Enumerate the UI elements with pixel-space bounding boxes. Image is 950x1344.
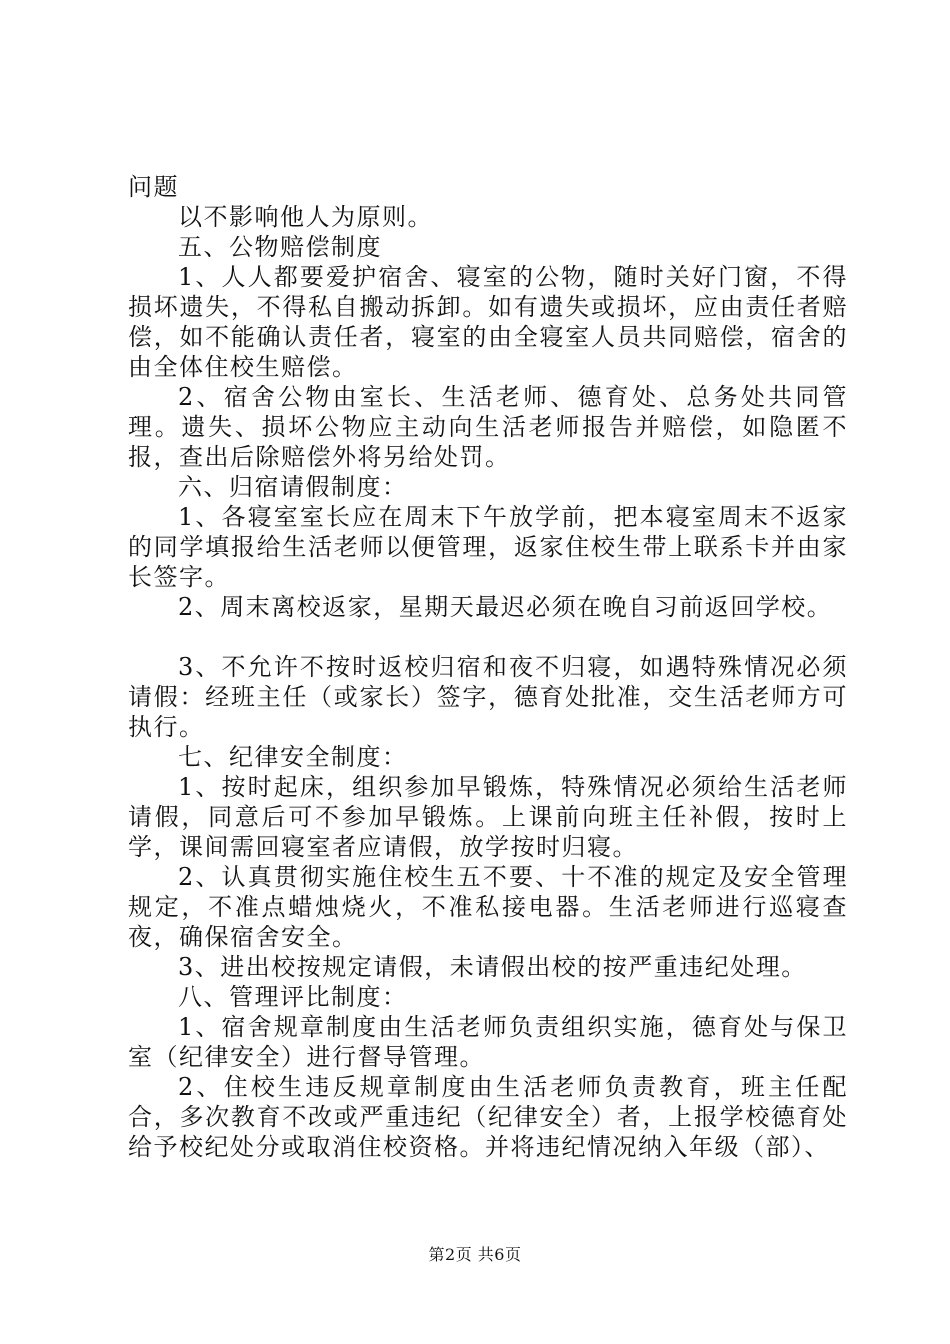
paragraph-6-2: 2、周末离校返家，星期天最迟必须在晚自习前返回学校。 [178, 593, 833, 621]
section-heading-5: 五、公物赔偿制度 [178, 233, 382, 261]
paragraph-1: 问题 [128, 173, 179, 201]
section-heading-8: 八、管理评比制度： [178, 983, 408, 1011]
paragraph-8-2: 2、住校生违反规章制度由生活老师负责教育，班主任配合，多次教育不改或严重违纪（纪律安全）者，上报学校德育处给予校纪处分或取消住校资格。并将违纪情况纳入年级（部）、 [128, 1073, 848, 1161]
document-body [128, 172, 848, 1162]
paragraph-2: 以不影响他人为原则。 [178, 203, 433, 231]
section-heading-6: 六、归宿请假制度： [178, 473, 408, 501]
paragraph-8-1: 1、宿舍规章制度由生活老师负责组织实施，德育处与保卫室（纪律安全）进行督导管理。 [128, 1013, 848, 1071]
paragraph-6-1: 1、各寝室室长应在周末下午放学前，把本寝室周末不返家的同学填报给生活老师以便管理，返家住校生带上联系卡并由家长签字。 [128, 503, 848, 591]
paragraph-5-2: 2、宿舍公物由室长、生活老师、德育处、总务处共同管理。遗失、损坏公物应主动向生活老师报告并赔偿，如隐匿不报，查出后除赔偿外将另给处罚。 [128, 383, 848, 471]
paragraph-7-1: 1、按时起床，组织参加早锻炼，特殊情况必须给生活老师请假，同意后可不参加早锻炼。上课前向班主任补假，按时上学，课间需回寝室者应请假，放学按时归寝。 [128, 773, 848, 861]
page-number-footer: 第2页 共6页 [428, 1245, 522, 1264]
paragraph-6-3: 3、不允许不按时返校归宿和夜不归寝，如遇特殊情况必须请假：经班主任（或家长）签字，德育处批准，交生活老师方可执行。 [128, 653, 848, 741]
section-heading-7: 七、纪律安全制度： [178, 743, 408, 771]
paragraph-5-1: 1、人人都要爱护宿舍、寝室的公物，随时关好门窗，不得损坏遗失，不得私自搬动拆卸。如有遗失或损坏，应由责任者赔偿，如不能确认责任者，寝室的由全寝室人员共同赔偿，宿舍的由全体住校生赔偿。 [128, 263, 848, 381]
paragraph-7-2: 2、认真贯彻实施住校生五不要、十不准的规定及安全管理规定，不准点蜡烛烧火，不准私接电器。生活老师进行巡寝查夜，确保宿舍安全。 [128, 863, 848, 951]
paragraph-7-3: 3、进出校按规定请假，未请假出校的按严重违纪处理。 [178, 953, 807, 981]
